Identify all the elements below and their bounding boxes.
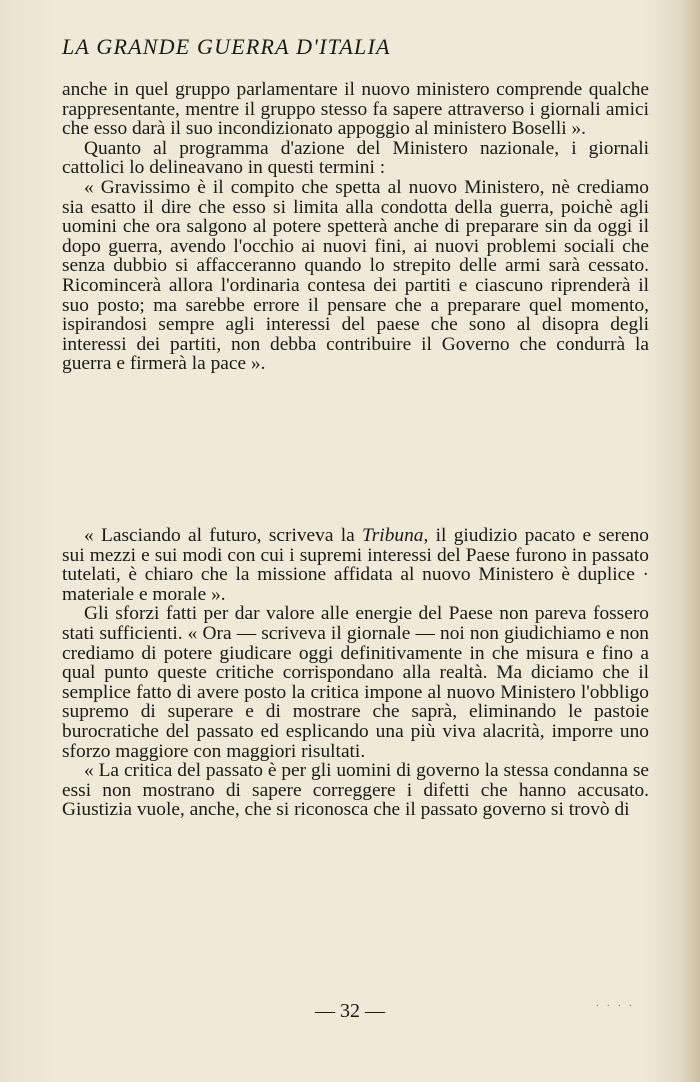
paragraph-4-rest: , il giudizio pacato e sereno sui mezzi e sui modi con cui i supremi interessi del Paese furono in passato tutelati, è chiaro che la missione affidata al nuovo Ministero è duplice · materiale e morale ». [62, 525, 649, 605]
text-block-upper [62, 80, 649, 374]
paragraph-4-lead: « Lasciando al futuro, scriveva la [84, 525, 363, 546]
text-block-lower [62, 526, 649, 820]
newspaper-title-tribuna: Tribuna [362, 525, 424, 546]
paragraph-4-quote [62, 526, 649, 604]
stray-print-marks: . . . . [596, 998, 635, 1009]
running-header: LA GRANDE GUERRA D'ITALIA [62, 34, 391, 59]
paragraph-6-quote: « La critica del passato è per gli uomini di governo la stessa condanna se essi non mostrano di sapere correggere i difetti che hanno accusato. Giustizia vuole, anche, che si riconosca che il passato governo si trovò di [62, 760, 649, 821]
page-number: — 32 — [315, 1000, 385, 1022]
paragraph-1: anche in quel gruppo parlamentare il nuovo ministero comprende qualche rappresentante, mentre il gruppo stesso fa sapere attraverso i giornali amici che esso darà il suo incondizionato appoggio al ministero Boselli ». [62, 79, 649, 140]
paragraph-2: Quanto al programma d'azione del Ministero nazionale, i giornali cattolici lo delineavano in questi termini : [62, 137, 649, 179]
paragraph-5: Gli sforzi fatti per dar valore alle energie del Paese non pareva fossero stati sufficienti. « Ora — scriveva il giornale — noi non giudichiamo e non crediamo di potere giudicare oggi definitivamente in che misura e fino a qual punto queste critiche corrispondano alla realtà. Ma diciamo che il semplice fatto di avere posto la critica impone al nuovo Ministero l'obbligo supremo di superare e di mostrare che saprà, eliminando le pastoie burocratiche del passato ed esplicando una più viva alacrità, imporre uno sforzo maggiore con maggiori risultati. [62, 603, 649, 762]
paragraph-3-quote: « Gravissimo è il compito che spetta al nuovo Ministero, nè crediamo sia esatto il dire che esso si limita alla condotta della guerra, poichè agli uomini che ora salgono al potere spetterà anche di preparare sin da oggi il dopo guerra, avendo l'occhio ai nuovi fini, ai nuovi problemi sociali che senza dubbio si affacceranno quando lo strepito delle armi sarà cessato. Ricomincerà allora l'ordinaria contesa dei partiti e ciascuno riprenderà il suo posto; ma sarebbe errore il pensare che a preparare quel momento, ispirandosi sempre agli interessi del paese che sono al disopra degli interessi dei partiti, non debba contribuire il Governo che condurrà la guerra e firmerà la pace ». [62, 176, 649, 375]
